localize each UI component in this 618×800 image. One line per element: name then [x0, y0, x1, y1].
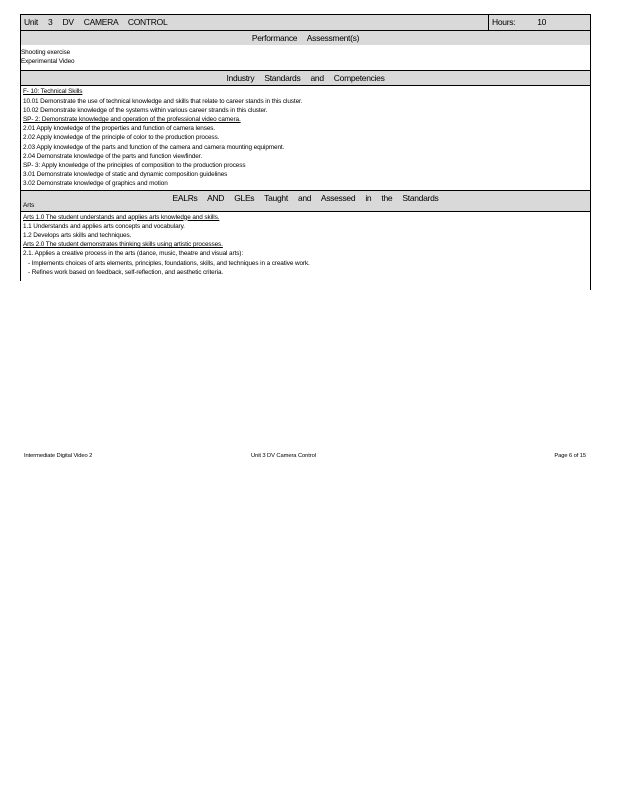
- standard-line: [23, 115, 590, 124]
- standard-line: [23, 152, 590, 161]
- ealr-line-text: Arts 1.0 The student understands and applies arts knowledge and skills.: [23, 213, 220, 221]
- standard-line-text: F- 10: Technical Skills: [23, 88, 83, 96]
- hours-cell: [488, 15, 590, 30]
- unit-name: DV CAMERA CONTROL: [62, 17, 168, 27]
- unit-number: 3: [47, 17, 53, 27]
- standard-line: [23, 106, 590, 115]
- ealr-line: [23, 213, 590, 222]
- standard-line-text: SP- 3: Apply knowledge of the principles of composition to the production process: [23, 162, 246, 170]
- industry-standards-heading: Industry Standards and Competencies: [21, 70, 590, 86]
- ealr-line: [23, 268, 590, 277]
- performance-assessment-heading: Performance Assessment(s): [21, 31, 590, 45]
- ealrs-heading: EALRs AND GLEs Taught and Assessed in the Standards: [172, 192, 439, 203]
- sheet-frame: [20, 14, 591, 281]
- standard-line: [23, 161, 590, 170]
- footer-course: Intermediate Digital Video 2: [24, 453, 93, 459]
- hours-label: Hours:: [492, 17, 516, 27]
- ealr-line: [23, 240, 590, 249]
- curriculum-sheet: [20, 14, 591, 281]
- ealr-line-text: Arts 2.0 The student demonstrates thinking skills using artistic processes.: [23, 241, 223, 249]
- ealr-line-text: 1.2 Develops arts skills and techniques.: [23, 232, 132, 240]
- standard-line-text: 10.01 Demonstrate the use of technical knowledge and skills that relate to career stands in this cluster.: [23, 97, 303, 105]
- standard-line: [23, 170, 590, 179]
- standard-line: [23, 87, 590, 96]
- assessment-item: Experimental Video: [21, 58, 75, 66]
- ealr-line: [23, 231, 590, 240]
- assessment-list: [21, 45, 590, 70]
- assessment-item: Shooting exercise: [21, 49, 71, 56]
- footer-page-number: Page 6 of 15: [554, 453, 586, 459]
- ealr-line-text: 2.1. Applies a creative process in the arts (dance, music, theatre and visual arts):: [23, 250, 244, 258]
- hours-value: 10: [537, 17, 547, 27]
- footer-unit: Unit 3 DV Camera Control: [251, 453, 316, 459]
- standard-line-text: 3.01 Demonstrate knowledge of static and dynamic composition guidelines: [23, 171, 228, 179]
- standard-line-text: 2.03 Apply knowledge of the parts and function of the camera and camera mounting equipment.: [23, 143, 285, 151]
- ealrs-list: [21, 211, 590, 281]
- page-footer: [24, 453, 586, 459]
- standard-line-text: SP- 2: Demonstrate knowledge and operation of the professional video camera.: [23, 116, 241, 124]
- right-border-rule: [590, 14, 591, 290]
- standard-line-text: 2.01 Apply knowledge of the properties and function of camera lenses.: [23, 125, 216, 133]
- ealr-line: [23, 249, 590, 258]
- standards-list: [21, 86, 590, 189]
- unit-title: [21, 15, 488, 30]
- standard-line-text: 2.04 Demonstrate knowledge of the parts and function viewfinder.: [23, 152, 203, 160]
- standard-line: [23, 143, 590, 152]
- standard-line: [23, 124, 590, 133]
- ealr-line: [23, 259, 590, 268]
- ealr-line: [23, 222, 590, 231]
- standard-line: [23, 97, 590, 106]
- ealrs-heading-band: [21, 190, 590, 211]
- standard-line: [23, 133, 590, 142]
- ealr-line-text: - Refines work based on feedback, self-reflection, and aesthetic criteria.: [28, 268, 224, 276]
- ealr-line-text: - Implements choices of arts elements, principles, foundations, skills, and techniques in a creative work.: [28, 259, 310, 267]
- unit-label: Unit: [24, 17, 38, 27]
- standard-line-text: 2.02 Apply knowledge of the principle of color to the production process.: [23, 134, 220, 142]
- standard-line-text: 3.02 Demonstrate knowledge of graphics and motion: [23, 180, 168, 188]
- unit-header-row: [21, 15, 590, 31]
- standard-line-text: 10.02 Demonstrate knowledge of the systems within various career strands in this cluster.: [23, 106, 268, 114]
- ealrs-subject: Arts: [23, 201, 35, 209]
- ealr-line-text: 1.1 Understands and applies arts concepts and vocabulary.: [23, 222, 185, 230]
- standard-line: [23, 179, 590, 188]
